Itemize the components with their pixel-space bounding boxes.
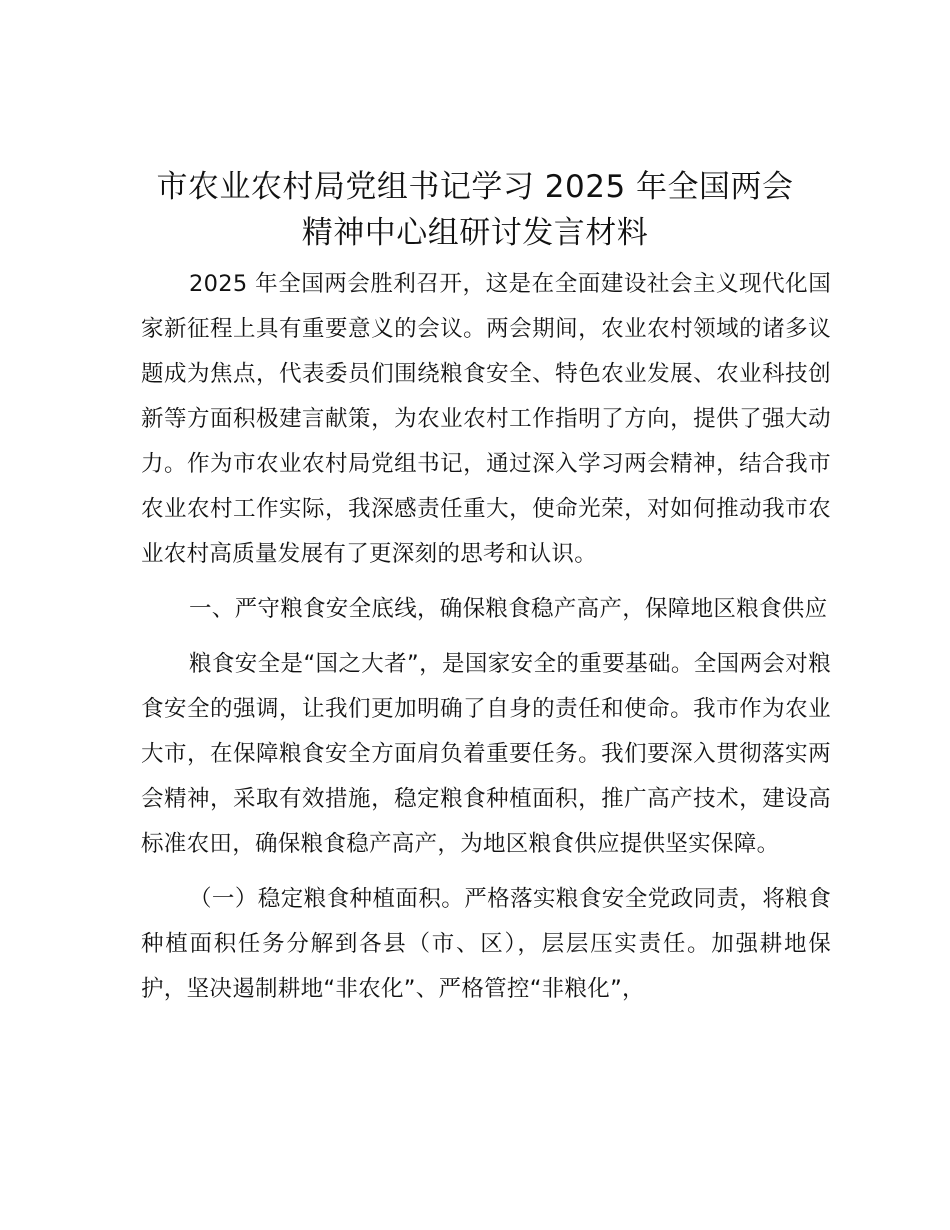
document-title-line-1: 市农业农村局党组书记学习 2025 年全国两会 — [156, 169, 794, 205]
section-heading-1: 一、严守粮食安全底线，确保粮食稳产高产，保障地区粮食供应 — [189, 596, 828, 622]
intro-paragraph: 2025 年全国两会胜利召开，这是在全面建设社会主义现代化国家新征程上具有重要意义的会议。两会期间，农业农村领域的诸多议题成为焦点，代表委员们围绕粮食安全、特色农业发展、农业科技创新等方面积极建言献策，为农业农村工作指明了方向，提供了强大动力。作为市农业农村局党组书记，通过深入学习两会精神，结合我市农业农村工作实际，我深感责任重大，使命光荣，对如何推动我市农业农村高质量发展有了更深刻的思考和认识。 — [141, 271, 831, 567]
document-body — [141, 262, 831, 1012]
section-1-paragraph: 粮食安全是“国之大者”，是国家安全的重要基础。全国两会对粮食安全的强调，让我们更加明确了自身的责任和使命。我市作为农业大市，在保障粮食安全方面肩负着重要任务。我们要深入贯彻落实两会精神，采取有效措施，稳定粮食种植面积，推广高产技术，建设高标准农田，确保粮食稳产高产，为地区粮食供应提供坚实保障。 — [141, 651, 831, 857]
document-title-line-2: 精神中心组研讨发言材料 — [301, 215, 649, 251]
subsection-1-paragraph: （一）稳定粮食种植面积。严格落实粮食安全党政同责，将粮食种植面积任务分解到各县（市、区），层层压实责任。加强耕地保护，坚决遏制耕地“非农化”、严格管控“非粮化”， — [141, 886, 831, 1002]
